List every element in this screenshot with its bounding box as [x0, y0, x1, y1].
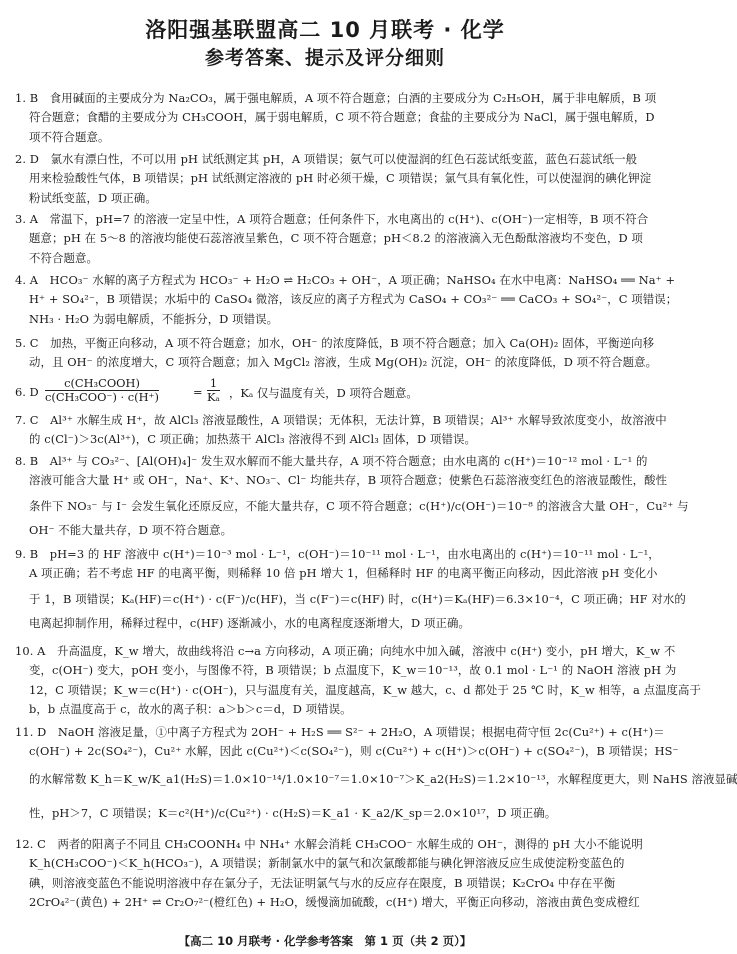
answer-line: c(OH⁻) + 2c(SO₄²⁻)，Cu²⁺ 水解，因此 c(Cu²⁺)＜c(SO₄²⁻)，则 c(Cu²⁺) + c(H⁺)＞c(OH⁻) + c(SO₄²⁻)，B 项错误；HS⁻ [29, 744, 679, 759]
formula-fraction [207, 377, 220, 404]
answer-line: 动，且 OH⁻ 的浓度增大，C 项符合题意；加入 MgCl₂ 溶液，生成 Mg(OH)₂ 沉淀，OH⁻ 的浓度降低，D 项不符合题意。 [29, 355, 658, 370]
formula-fraction [45, 377, 159, 404]
answer-line: 4. A HCO₃⁻ 水解的离子方程式为 HCO₃⁻ + H₂O ⇌ H₂CO₃ + OH⁻，A 项正确；NaHSO₄ 在水中电离：NaHSO₄ ══ Na⁺ + [15, 273, 676, 287]
answer-line: H⁺ + SO₄²⁻，B 项错误；水垢中的 CaSO₄ 微溶，该反应的离子方程式为 CaSO₄ + CO₃²⁻ ══ CaCO₃ + SO₄²⁻，C 项错误； [29, 292, 678, 307]
answer-8 [15, 452, 689, 540]
fraction-denominator: c(CH₃COO⁻) · c(H⁺) [45, 390, 159, 404]
answer-12 [15, 835, 643, 912]
answer-3 [15, 210, 649, 268]
answer-2 [15, 150, 652, 208]
answer-line: 变，c(OH⁻) 变大，pOH 变小，与图像不符，B 项错误；b 点温度下，K_w＝10⁻¹³，故 0.1 mol · L⁻¹ 的 NaOH 溶液 pH 为 [29, 663, 677, 678]
answer-line: 2CrO₄²⁻(黄色) + 2H⁺ ⇌ Cr₂O₇²⁻(橙红色) + H₂O，缓慢滴加硫酸，c(H⁺) 增大，平衡正向移动，溶液由黄色变成橙红 [29, 894, 640, 909]
answer-line: 8. B Al³⁺ 与 CO₃²⁻、[Al(OH)₄]⁻ 发生双水解而不能大量共存，A 项不符合题意；由水电离的 c(H⁺)＝10⁻¹² mol · L⁻¹ 的 [15, 454, 648, 468]
answer-line: 溶液可能含大量 H⁺ 或 OH⁻，Na⁺、K⁺、NO₃⁻、Cl⁻ 均能共存，B 项符合题意；使紫色石蕊溶液变红色的溶液显酸性，酸性 [29, 473, 668, 488]
answer-line: 1. B 食用碱面的主要成分为 Na₂CO₃，属于强电解质，A 项不符合题意；白酒的主要成分为 C₂H₅OH，属于非电解质，B 项 [15, 91, 657, 105]
page-subtitle: 参考答案、提示及评分细则 [204, 47, 445, 69]
answer-line: 9. B pH=3 的 HF 溶液中 c(H⁺)＝10⁻³ mol · L⁻¹，c(OH⁻)＝10⁻¹¹ mol · L⁻¹，由水电离出的 c(H⁺)＝10⁻¹¹ mol · L⁻¹， [15, 547, 660, 561]
answer-11 [15, 723, 737, 830]
answer-line: OH⁻ 不能大量共存，D 项不符合题意。 [29, 522, 233, 537]
page-footer: 【高二 10 月联考 · 化学参考答案 第 1 页（共 2 页）】 [178, 934, 472, 948]
answer-line: 符合题意；食醋的主要成分为 CH₃COOH，属于弱电解质，C 项不符合题意；食盐的主要成分为 NaCl，属于强电解质，D [29, 110, 655, 125]
answer-line: 用来检验酸性气体，B 项错误；pH 试纸测定溶液的 pH 时必须干燥，C 项错误；氯气具有氧化性，可以使湿润的碘化钾淀 [29, 171, 652, 186]
answer-line: 11. D NaOH 溶液足量，①中离子方程式为 2OH⁻ + H₂S ══ S²⁻ + 2H₂O，A 项错误；根据电荷守恒 2c(Cu²⁺) + c(H⁺)＝ [15, 725, 665, 739]
answer-line: 题意；pH 在 5～8 的溶液均能使石蕊溶液呈紫色，C 项不符合题意；pH＜8.2 的溶液滴入无色酚酞溶液均不变色，D 项 [29, 231, 643, 246]
answer-4 [15, 271, 678, 329]
answer-6 [15, 377, 637, 407]
answer-line: 条件下 NO₃⁻ 与 I⁻ 会发生氧化还原反应，不能大量共存，C 项不符合题意；c(H⁺)/c(OH⁻)＝10⁻⁸ 的溶液含大量 OH⁻，Cu²⁺ 与 [29, 498, 689, 513]
answer-line: K_h(CH₃COO⁻)＜K_h(HCO₃⁻)，A 项错误；新制氯水中的氯气和次氯酸都能与碘化钾溶液反应生成使淀粉变蓝色的 [29, 856, 625, 871]
answer-line: 2. D 氯水有漂白性，不可以用 pH 试纸测定其 pH，A 项错误；氨气可以使湿润的红色石蕊试纸变蓝，蓝色石蕊试纸一般 [15, 152, 638, 166]
answer-1 [15, 89, 657, 147]
answer-10 [15, 642, 702, 719]
answer-line: 项不符合题意。 [29, 129, 110, 144]
answer-line: b，b 点温度高于 c，故水的离子积：a＞b＞c＝d，D 项错误。 [29, 701, 352, 716]
answer-line: 碘，则溶液变蓝色不能说明溶液中存在氯分子，无法证明氯气与水的反应存在限度，B 项错误；K₂CrO₄ 中存在平衡 [29, 875, 616, 890]
answer-line: A 项正确；若不考虑 HF 的电离平衡，则稀释 10 倍 pH 增大 1，但稀释时 HF 的电离平衡正向移动，因此溶液 pH 变化小 [29, 566, 658, 581]
answer-number: 6. D [15, 385, 39, 399]
answer-line: 3. A 常温下，pH=7 的溶液一定呈中性，A 项符合题意；任何条件下，水电离出的 c(H⁺)、c(OH⁻)一定相等，B 项不符合 [15, 212, 649, 226]
answer-line: 性，pH＞7，C 项错误；K＝c²(H⁺)/c(Cu²⁺) · c(H₂S)＝K_a1 · K_a2/K_sp＝2.0×10¹⁷，D 项正确。 [29, 805, 557, 820]
equals-sign: = [193, 385, 203, 399]
answer-line: 7. C Al³⁺ 水解生成 H⁺，故 AlCl₃ 溶液显酸性，A 项错误；无体积，无法计算，B 项错误；Al³⁺ 水解导致浓度变小，故溶液中 [15, 413, 667, 427]
fraction-numerator: 1 [207, 377, 220, 391]
answer-line: 12. C 两者的阳离子不同且 CH₃COONH₄ 中 NH₄⁺ 水解会消耗 CH₃COO⁻ 水解生成的 OH⁻，测得的 pH 大小不能说明 [15, 837, 643, 851]
answer-7 [15, 411, 667, 450]
fraction-numerator: c(CH₃COOH) [45, 377, 159, 391]
answer-line: 粉试纸变蓝，D 项正确。 [29, 190, 157, 205]
answer-5 [15, 334, 658, 373]
answer-line: 电离起抑制作用，稀释过程中，c(HF) 逐渐减小，水的电离程度逐渐增大，D 项正确。 [29, 615, 470, 630]
answer-line: 的水解常数 K_h＝K_w/K_a1(H₂S)＝1.0×10⁻¹⁴/1.0×10⁻⁷＝1.0×10⁻⁷＞K_a2(H₂S)＝1.2×10⁻¹³，水解程度更大，则 NaHS 溶液显碱 [29, 771, 737, 786]
fraction-denominator: Kₐ [207, 390, 220, 404]
answer-9 [15, 545, 686, 633]
answer-line: 10. A 升高温度，K_w 增大，故曲线将沿 c→a 方向移动，A 项正确；向纯水中加入碱，溶液中 c(H⁺) 变小，pH 增大，K_w 不 [15, 644, 676, 658]
answer-line: 于 1，B 项错误；Kₐ(HF)＝c(H⁺) · c(F⁻)/c(HF)，当 c(F⁻)＝c(HF) 时，c(H⁺)＝Kₐ(HF)＝6.3×10⁻⁴，C 项正确；HF 对水的 [29, 591, 686, 606]
page-title: 洛阳强基联盟高二 10 月联考 · 化学 [145, 18, 505, 42]
answer-line: 12，C 项错误；K_w＝c(H⁺) · c(OH⁻)，只与温度有关，温度越高，K_w 越大，c、d 都处于 25 ℃ 时，K_w 相等，a 点温度高于 [29, 682, 702, 697]
answer-line: 5. C 加热，平衡正向移动，A 项不符合题意；加水，OH⁻ 的浓度降低，B 项不符合题意；加入 Ca(OH)₂ 固体，平衡逆向移 [15, 336, 655, 350]
answer-line: 的 c(Cl⁻)＞3c(Al³⁺)，C 项正确；加热蒸干 AlCl₃ 溶液得不到 AlCl₃ 固体，D 项错误。 [29, 432, 476, 447]
answer-text: ，Kₐ 仅与温度有关，D 项符合题意。 [229, 386, 418, 400]
answer-line: 不符合题意。 [29, 250, 98, 265]
answer-line: NH₃ · H₂O 为弱电解质，不能拆分，D 项错误。 [29, 311, 279, 326]
